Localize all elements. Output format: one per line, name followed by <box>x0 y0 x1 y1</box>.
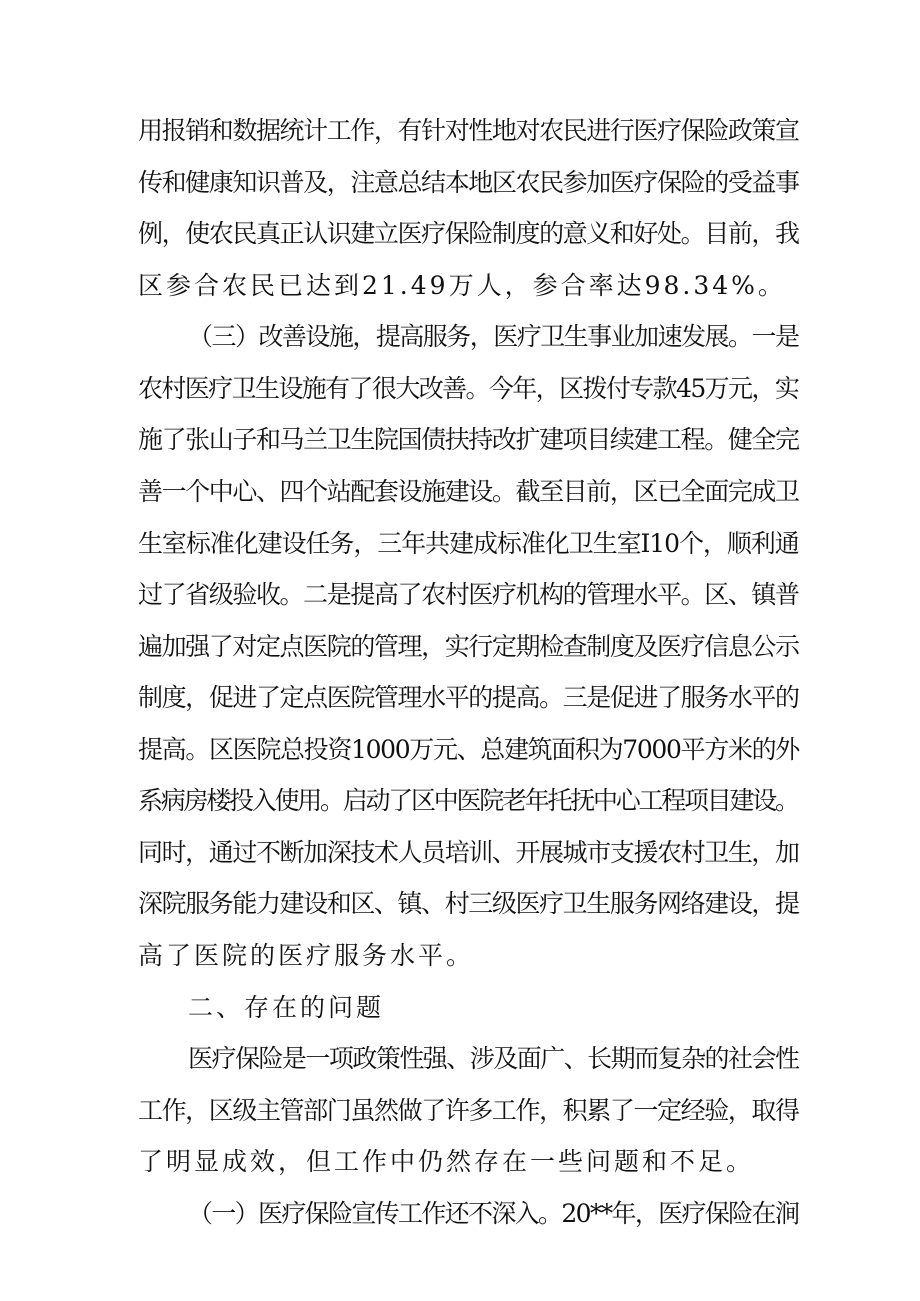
text-line: 生室标准化建设任务，三年共建成标准化卫生室I10个，顺利通 <box>138 529 799 558</box>
paragraph-start: 医疗保险是一项政策性强、涉及面广、长期而复杂的社会性 <box>188 1044 799 1073</box>
text-line: 过了省级验收。二是提高了农村医疗机构的管理水平。区、镇普 <box>138 580 799 609</box>
text-line: 制度，促进了定点医院管理水平的提高。三是促进了服务水平的 <box>138 683 799 712</box>
text-line: 了明显成效，但工作中仍然存在一些问题和不足。 <box>138 1147 755 1176</box>
text-line: 例，使农民真正认识建立医疗保险制度的意义和好处。目前，我 <box>138 219 799 248</box>
text-line: 传和健康知识普及，注意总结本地区农民参加医疗保险的受益事 <box>138 168 799 197</box>
text-line: 区参合农民已达到21.49万人，参合率达98.34%。 <box>138 271 786 300</box>
text-line: 系病房楼投入使用。启动了区中医院老年托抚中心工程项目建设。 <box>138 786 798 815</box>
text-line: 深院服务能力建设和区、镇、村三级医疗卫生服务网络建设，提 <box>138 889 799 918</box>
text-line: 提高。区医院总投资1000万元、总建筑面积为7000平方米的外 <box>138 735 799 764</box>
text-line: 同时，通过不断加深技术人员培训、开展城市支援农村卫生，加 <box>138 838 799 867</box>
text-line: 遍加强了对定点医院的管理，实行定期检查制度及医疗信息公示 <box>138 632 799 661</box>
text-line: 工作，区级主管部门虽然做了许多工作，积累了一定经验，取得 <box>138 1096 799 1125</box>
text-line: 用报销和数据统计工作，有针对性地对农民进行医疗保险政策宣 <box>138 116 799 145</box>
section-heading-1: （一）医疗保险宣传工作还不深入。20**年，医疗保险在涧 <box>188 1199 799 1228</box>
text-line: 善一个中心、四个站配套设施建设。截至目前，区已全面完成卫 <box>138 477 799 506</box>
section-heading-problems: 二、存在的问题 <box>188 993 385 1022</box>
section-heading-3: （三）改善设施，提高服务，医疗卫生事业加速发展。一是 <box>188 322 799 351</box>
text-line: 施了张山子和马兰卫生院国债扶持改扩建项目续建工程。健全完 <box>138 425 799 454</box>
text-line: 农村医疗卫生设施有了很大改善。今年，区拨付专款45万元，实 <box>138 374 799 403</box>
text-line: 高了医院的医疗服务水平。 <box>138 941 475 970</box>
